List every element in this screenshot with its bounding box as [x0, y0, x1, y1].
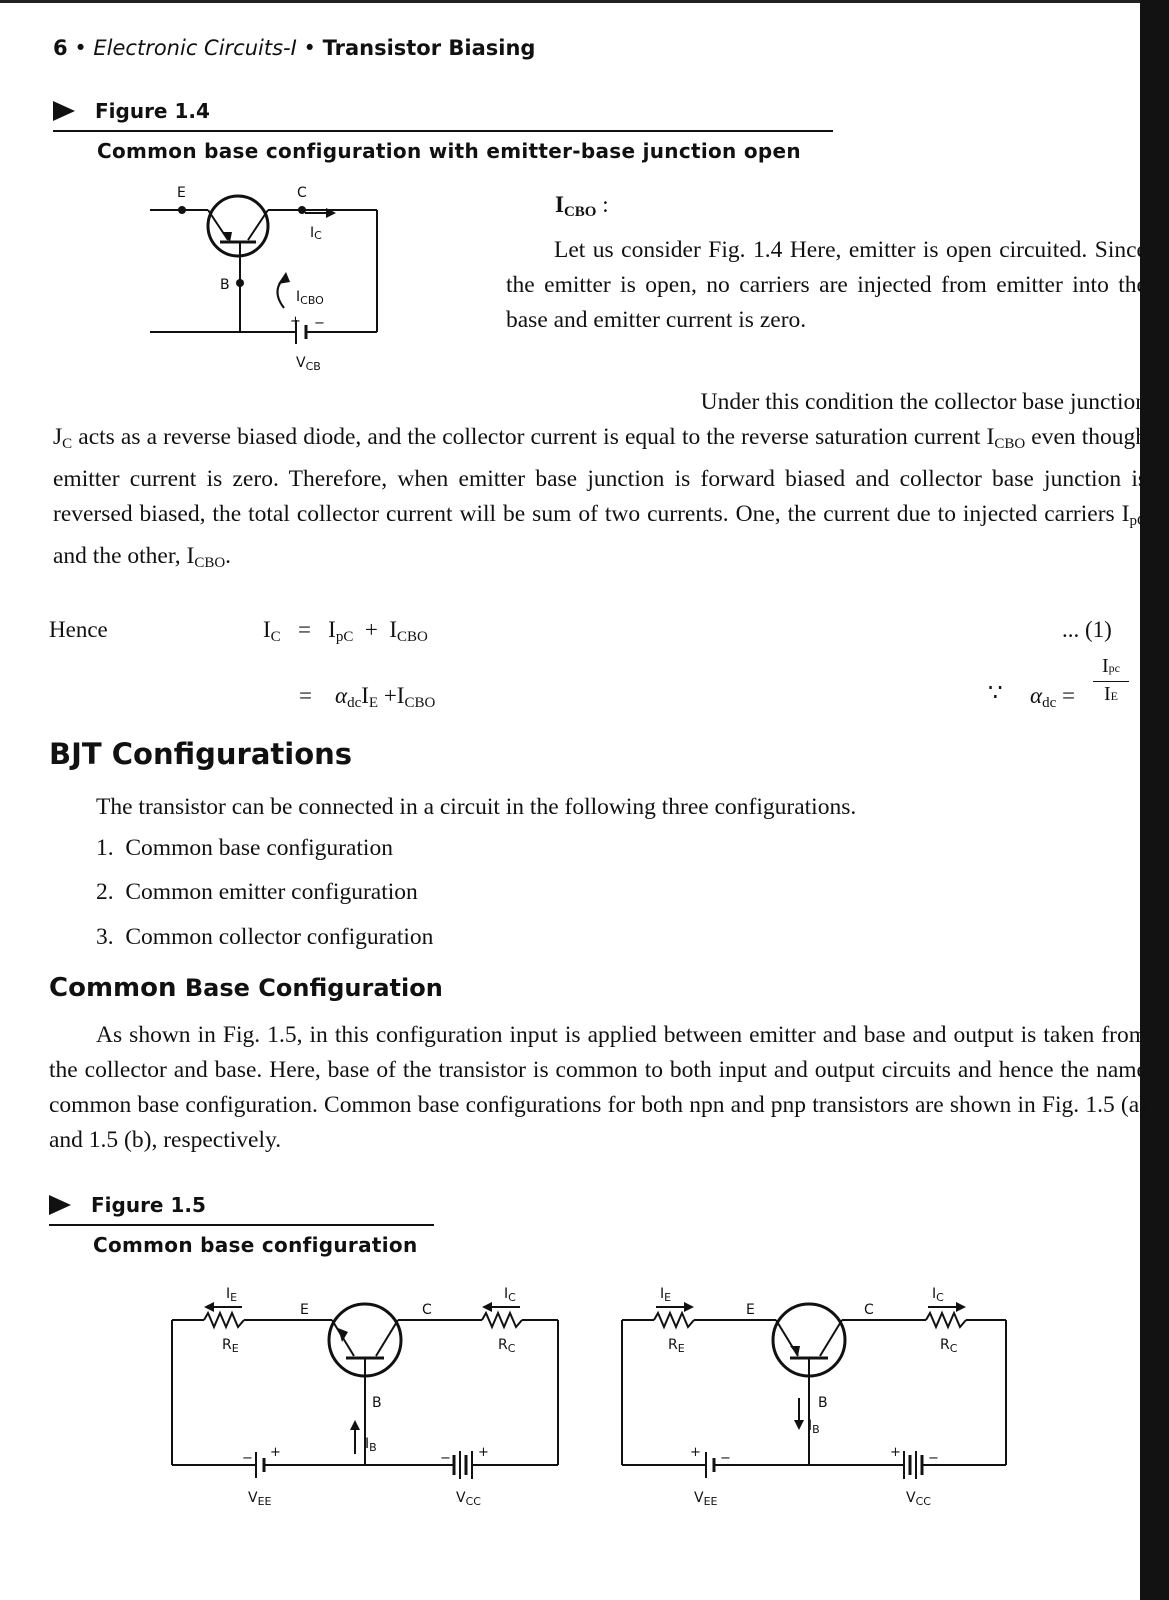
equation-hence: Hence	[49, 617, 108, 642]
emitter-arrow-icon	[338, 1328, 348, 1342]
terminal-e	[178, 206, 186, 214]
label-rc: $R_C$	[498, 1337, 516, 1355]
label-ic: IC	[310, 225, 322, 242]
icbo-heading: $I_{CBO}$ :	[555, 192, 609, 220]
figure-1-4-rule	[53, 130, 833, 132]
figure-1-5-label: Figure 1.5	[49, 1193, 206, 1217]
label-rc: $R_C$	[940, 1337, 958, 1355]
label-vcc: $V_{CC}$	[456, 1490, 481, 1508]
list-item: 2. Common emitter configuration	[96, 879, 418, 905]
icbo-arrowhead-icon	[278, 272, 290, 284]
label-minus: −	[314, 316, 325, 331]
list-item: 1. Common base configuration	[96, 835, 393, 861]
terminal-c	[298, 206, 306, 214]
label-plus: +	[890, 1445, 901, 1460]
label-c: C	[422, 1302, 432, 1318]
figure-1-4-circuit	[140, 180, 390, 380]
label-minus: −	[720, 1451, 731, 1466]
figure-1-4-caption: Common base configuration with emitter-base junction open	[97, 139, 801, 163]
equation-2: = $\alpha_{dc}I_E +I_{CBO}$	[299, 683, 436, 711]
label-c: C	[297, 185, 307, 201]
label-re: $R_E$	[222, 1337, 239, 1355]
resistor-rc	[482, 1313, 522, 1327]
terminal-b	[236, 279, 244, 287]
figure-1-5-rule	[49, 1224, 434, 1226]
paragraph-under-condition-first-line: Under this condition the collector base junction	[700, 389, 1147, 415]
label-ie: $I_E$	[660, 1286, 672, 1304]
label-ic: $I_C$	[932, 1286, 944, 1304]
ic-arrow-icon	[956, 1302, 966, 1312]
emitter-arrow-icon	[790, 1346, 800, 1356]
transistor-symbol	[208, 196, 268, 256]
label-vee: $V_{EE}$	[248, 1490, 272, 1508]
label-plus: +	[290, 314, 301, 329]
alpha-fraction	[1093, 654, 1129, 708]
list-item: 3. Common collector configuration	[96, 924, 434, 950]
ib-arrow-icon	[350, 1420, 360, 1430]
figure-1-4-label: Figure 1.4	[53, 99, 210, 123]
page-number: 6	[53, 36, 68, 60]
bjt-intro: The transistor can be connected in a circuit in the following three configurations.	[96, 794, 857, 820]
ie-arrow-icon	[684, 1302, 694, 1312]
resistor-rc	[926, 1313, 966, 1327]
label-ie: $I_E$	[226, 1286, 238, 1304]
resistor-re	[654, 1313, 694, 1327]
label-icbo: $I_{CBO}$	[296, 289, 324, 307]
triangle-bullet-icon	[49, 1195, 71, 1215]
book-title: Electronic Circuits-I	[93, 36, 297, 60]
label-plus: +	[478, 1445, 489, 1460]
label-vcc: $V_{CC}$	[906, 1490, 931, 1508]
label-e: E	[746, 1302, 755, 1318]
resistor-re	[204, 1313, 244, 1327]
label-minus: −	[242, 1451, 253, 1466]
paragraph-common-base: As shown in Fig. 1.5, in this configuration input is applied between emitter and base and output is taken from the collector and base. Here, base of the transistor is common to both input and output circuits and hence the name common base configuration. Common base configurations for both npn and pnp transistors are shown in Fig. 1.5 (a) and 1.5 (b), respectively.	[49, 1022, 1147, 1153]
label-b: B	[372, 1395, 382, 1411]
label-ib: $I_B$	[365, 1436, 377, 1454]
chapter-title: Transistor Biasing	[322, 36, 536, 60]
ie-arrow-icon	[204, 1302, 214, 1312]
figure-1-5b-pnp-circuit	[610, 1280, 1030, 1530]
section-heading-bjt-configurations: BJT Configurations	[49, 737, 353, 771]
section-heading-common-base: Common Base Configuration	[49, 973, 443, 1003]
figure-1-5a-npn-circuit	[160, 1280, 580, 1530]
equation-1: $I_C$ = $I_{pC} + I_{CBO}$	[263, 617, 428, 645]
label-b: B	[220, 277, 230, 293]
paragraph-reverse-saturation: $J_C$ acts as a reverse biased diode, and the collector current is equal to the reverse saturation current $I_{CBO}$ even though emitter current is zero. Therefore, when emitter base junction is forward biased and collector base junction is reversed biased, the total collector current will be sum of two currents. One, the current due to injected carriers $I_{pC}$ and the other, $I_{CBO}$.	[53, 424, 1148, 571]
label-re: $R_E$	[668, 1337, 685, 1355]
label-minus: −	[440, 1451, 451, 1466]
bullet: •	[74, 36, 87, 60]
equation-number: ... (1)	[1062, 617, 1112, 642]
label-vcb: $V_{CB}$	[296, 355, 321, 373]
ic-arrow-icon	[482, 1302, 492, 1312]
label-b: B	[818, 1395, 828, 1411]
ib-arrow-icon	[794, 1420, 804, 1430]
label-e: E	[177, 185, 186, 201]
label-ic: $I_C$	[504, 1286, 516, 1304]
label-c: C	[864, 1302, 874, 1318]
label-ib: $I_B$	[808, 1418, 820, 1436]
fraction-numerator: Ipc	[1102, 655, 1120, 677]
fraction-denominator: IE	[1093, 681, 1129, 708]
label-plus: +	[270, 1445, 281, 1460]
label-vee: $V_{EE}$	[694, 1490, 718, 1508]
alpha-definition: $\alpha_{dc}$ =	[1030, 683, 1075, 711]
because-symbol: ∵	[988, 680, 1003, 705]
label-plus: +	[690, 1445, 701, 1460]
figure-1-5-caption: Common base configuration	[93, 1233, 418, 1257]
running-head	[53, 36, 535, 60]
paragraph-icbo-intro: Let us consider Fig. 1.4 Here, emitter is open circuited. Since the emitter is open, no carriers are injected from emitter into the base and emitter current is zero.	[506, 237, 1147, 333]
triangle-bullet-icon	[53, 101, 75, 121]
label-e: E	[300, 1302, 309, 1318]
label-minus: −	[928, 1451, 939, 1466]
top-border	[0, 0, 1140, 3]
bullet: •	[303, 36, 316, 60]
